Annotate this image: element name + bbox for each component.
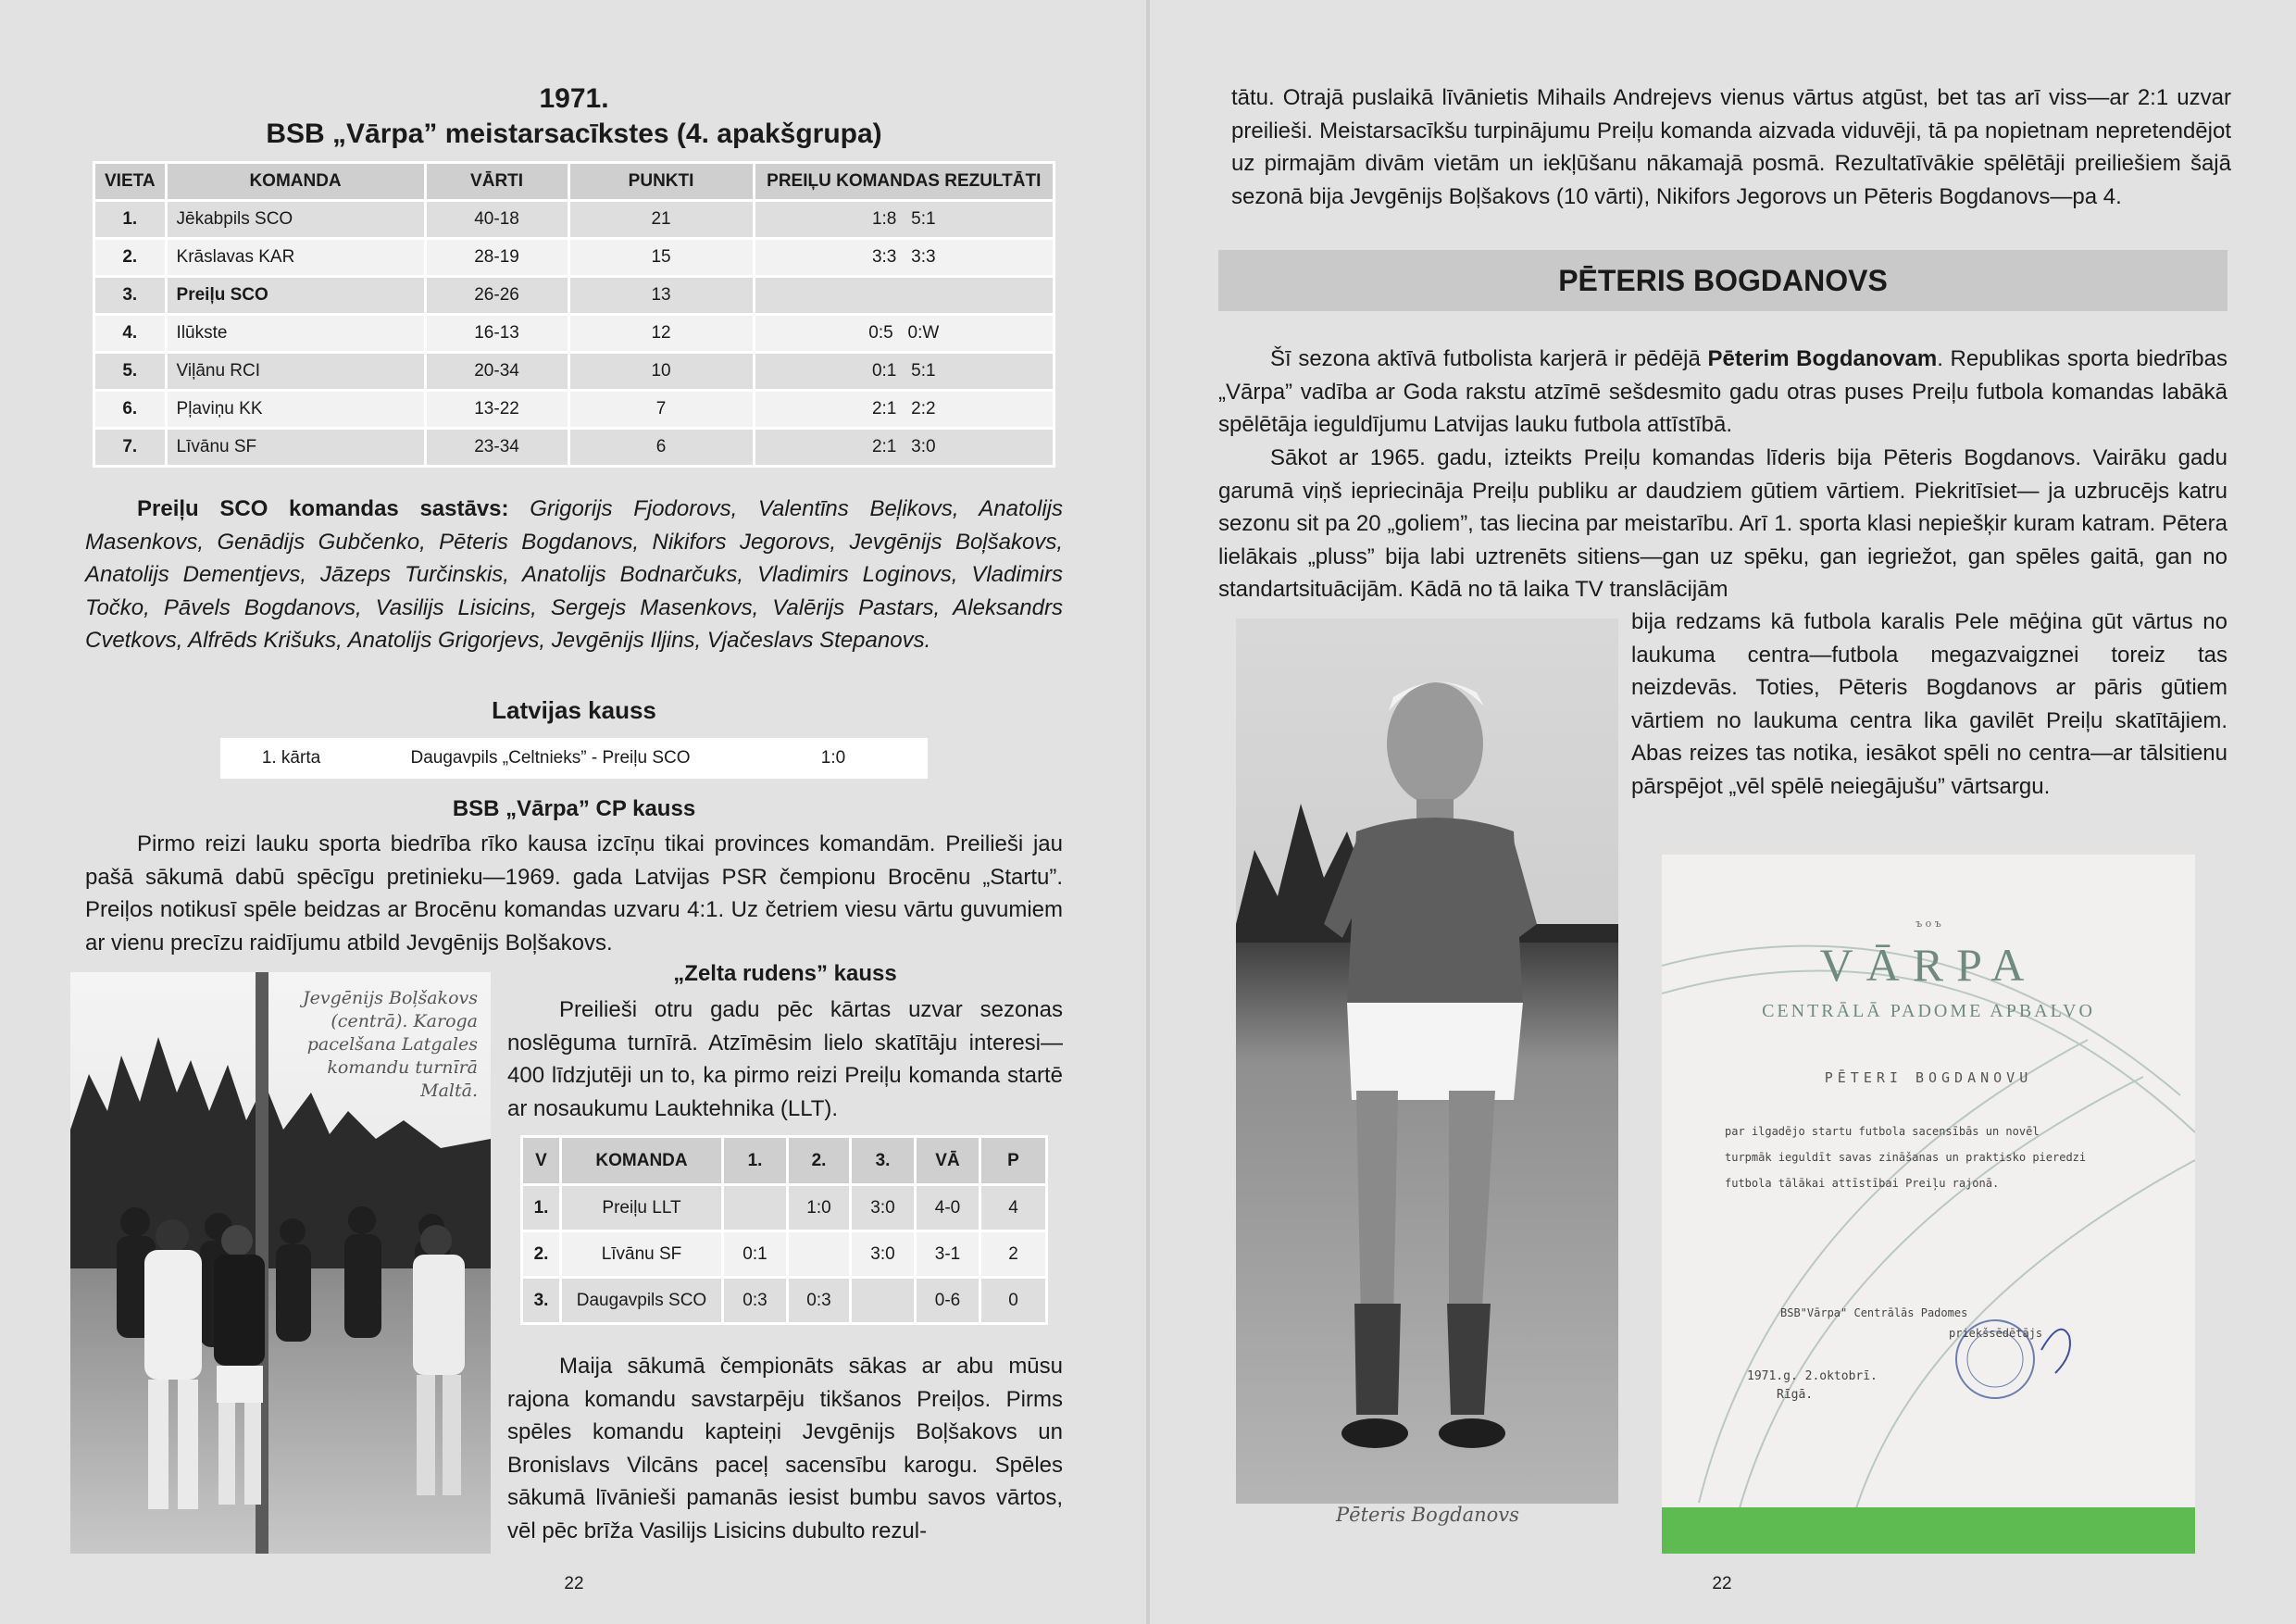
roster-label: Preiļu SCO komandas sastāvs: xyxy=(137,496,509,521)
zcol-v: V xyxy=(522,1137,561,1185)
cert-signature-title: priekšsēdētājs xyxy=(1949,1327,2043,1340)
results-cell: 0:5 0:W xyxy=(754,315,1054,353)
standings-table xyxy=(93,161,1055,468)
zcol-3: 3. xyxy=(851,1137,916,1185)
cert-body-1: par ilgadējo startu futbola sacensībās un novēl xyxy=(1725,1125,2040,1138)
p1-end: . Republikas sporta biedrības „Vārpa” vadība ar Goda rakstu atzīmē sešdesmito gadu otras puses Preiļu futbola komandas labākā spēlētāja ieguldījumu Latvijas lauku futbola attīstībā. xyxy=(1218,346,2227,437)
goals-cell: 40-18 xyxy=(425,201,568,239)
place-cell: 1. xyxy=(94,201,167,239)
zelta-cell-va: 3-1 xyxy=(916,1231,980,1278)
championship-title: BSB „Vārpa” meistarsacīkstes (4. apakšgrupa) xyxy=(266,119,882,149)
bogdanovs-photo xyxy=(1236,618,1618,1504)
zelta-header-row xyxy=(522,1137,1047,1185)
roster-names: Grigorijs Fjodorovs, Valentīns Beļikovs, Anatolijs Masenkovs, Genādijs Gubčenko, Pēteris Bogdanovs, Nikifors Jegorovs, Jevgēnijs Boļšakovs, Anatolijs Dementjevs, Jāzeps Turčinskis, Anatolijs Bodnarčuks, Vladimirs Loginovs, Vladimirs Točko, Pāvels Bogdanovs, Vasilijs Lisicins, Sergejs Masenkovs, Valērijs Pastars, Aleksandrs Cvetkovs, Alfrēds Krišuks, Anatolijs Grigorjevs, Jevgēnijs Iljins, Vjačeslavs Stepanovs. xyxy=(85,496,1063,653)
place-cell: 7. xyxy=(94,429,167,467)
team-cell: Pļaviņu KK xyxy=(166,391,425,429)
cert-date: 1971.g. 2.oktobrī. xyxy=(1747,1369,1878,1383)
goals-cell: 23-34 xyxy=(425,429,568,467)
zelta-cell-p: 2 xyxy=(980,1231,1047,1278)
zelta-cell-v: 2. xyxy=(522,1231,561,1278)
results-cell xyxy=(754,277,1054,315)
results-cell: 2:1 2:2 xyxy=(754,391,1054,429)
results-cell: 2:1 3:0 xyxy=(754,429,1054,467)
cup-title: Latvijas kauss xyxy=(492,696,656,724)
zcol-p: P xyxy=(980,1137,1047,1185)
goals-cell: 28-19 xyxy=(425,239,568,277)
col-team: KOMANDA xyxy=(166,163,425,201)
zelta-cell-r3: 3:0 xyxy=(851,1185,916,1231)
zelta-title: „Zelta rudens” kauss xyxy=(673,961,897,986)
player-photo-caption: Pēteris Bogdanovs xyxy=(1336,1504,1519,1526)
page-number-left: 22 xyxy=(564,1574,584,1593)
photo-caption: Jevgēnijs Boļšakovs (centrā). Karoga pacelšana Latgales komandu turnīrā Maltā. xyxy=(303,988,478,1101)
zcol-1: 1. xyxy=(723,1137,788,1185)
cert-body-2: turpmāk ieguldīt savas zināšanas un praktisko pieredzi xyxy=(1725,1151,2087,1164)
team-cell: Preiļu SCO xyxy=(166,277,425,315)
goals-cell: 20-34 xyxy=(425,353,568,391)
continuation-paragraph: tātu. Otrajā puslaikā līvānietis Mihails Andrejevs vienus vārtus atgūst, bet tas arī viss—ar 2:1 uzvar preilieši. Meistarsacīkšu turpinājumu Preiļu komanda aizvada viduvēji, tā pa nopietnam nepretendējot uz pirmajām divām vietām un iekļūšanu nākamajā posmā. Rezultatīvākie spēlētāji preiliešiem šajā sezonā bija Jevgēnijs Boļšakovs (10 vārti), Nikifors Jegorovs un Pēteris Bogdanovs—pa 4. xyxy=(1231,85,2231,209)
col-results: PREIĻU KOMANDAS REZULTĀTI xyxy=(754,163,1054,201)
zcol-2: 2. xyxy=(788,1137,851,1185)
standings-header-row xyxy=(94,163,1054,201)
standings-row xyxy=(94,201,1054,239)
zelta-cell-r1 xyxy=(723,1185,788,1231)
cert-recipient: PĒTERI BOGDANOVU xyxy=(1824,1069,2033,1086)
zelta-paragraph: Preilieši otru gadu pēc kārtas uzvar sezonas noslēguma turnīrā. Atzīmēsim lielo skatītāju interesi—400 līdzjutēji un to, ka pirmo reizi Preiļu komanda startē ar nosaukumu Lauktehnika (LLT). xyxy=(507,997,1063,1121)
bolsakovs-flag-photo xyxy=(70,972,491,1554)
points-cell: 7 xyxy=(568,391,754,429)
place-cell: 4. xyxy=(94,315,167,353)
zelta-cell-v: 3. xyxy=(522,1278,561,1324)
bogdanovs-paragraph-1 xyxy=(1218,343,2227,442)
zelta-cell-r2 xyxy=(788,1231,851,1278)
cert-place: Rīgā. xyxy=(1777,1388,1814,1402)
results-cell: 3:3 3:3 xyxy=(754,239,1054,277)
zelta-cell-r2: 0:3 xyxy=(788,1278,851,1324)
page-number-right: 22 xyxy=(1712,1574,1732,1593)
cup-score: 1:0 xyxy=(741,740,927,778)
roster-paragraph xyxy=(85,493,1063,657)
cert-heading: VĀRPA xyxy=(1819,939,2038,991)
cup-table xyxy=(220,738,928,779)
results-cell: 1:8 5:1 xyxy=(754,201,1054,239)
cup-row xyxy=(222,740,927,778)
standings-row xyxy=(94,277,1054,315)
zcol-va: VĀ xyxy=(916,1137,980,1185)
team-cell: Jēkabpils SCO xyxy=(166,201,425,239)
bogdanovs-paragraph-side: bija redzams kā futbola karalis Pele mēģina gūt vārtus no laukuma centra—futbola megazvaigznei toreiz tas neizdevās. Toties, Pēteris Bogdanovs ar pāris gūtiem vārtiem no laukuma centra lika gavilēt Preiļu skatītājiem. Abas reizes tas notika, iesākot spēli no centra—ar tālsitienu pārspējot „vēl spēlē neiegājušu” vārtsargu. xyxy=(1631,609,2227,799)
zelta-cell-p: 0 xyxy=(980,1278,1047,1324)
player-image xyxy=(1236,618,1618,1504)
right-page xyxy=(1150,0,2296,1624)
place-cell: 3. xyxy=(94,277,167,315)
zelta-cell-r1: 0:1 xyxy=(723,1231,788,1278)
goals-cell: 26-26 xyxy=(425,277,568,315)
zelta-cell-r2: 1:0 xyxy=(788,1185,851,1231)
points-cell: 6 xyxy=(568,429,754,467)
place-cell: 5. xyxy=(94,353,167,391)
cup-match: Daugavpils „Celtnieks” - Preiļu SCO xyxy=(361,740,741,778)
standings-row xyxy=(94,239,1054,277)
points-cell: 12 xyxy=(568,315,754,353)
zelta-cell-r1: 0:3 xyxy=(723,1278,788,1324)
zelta-cell-va: 4-0 xyxy=(916,1185,980,1231)
left-page xyxy=(0,0,1146,1624)
standings-row xyxy=(94,315,1054,353)
year-title: 1971. xyxy=(539,83,609,114)
zelta-cell-r3 xyxy=(851,1278,916,1324)
cp-cup-paragraph: Pirmo reizi lauku sporta biedrība rīko kausa izcīņu tikai provinces komandām. Preilieši jau pašā sākumā dabū spēcīgu pretinieku—1969. gada Latvijas PSR čempionu Brocēnu „Startu”. Preiļos notikusī spēle beidzas ar Brocēnu komandas uzvaru 4:1. Uz četriem viesu vārtu guvumiem ar vienu precīzu raidījumu atbild Jevgēnijs Boļšakovs. xyxy=(85,831,1063,956)
col-points: PUNKTI xyxy=(568,163,754,201)
cert-signature-line: BSB"Vārpa" Centrālās Padomes xyxy=(1780,1306,1968,1319)
honor-certificate xyxy=(1662,855,2195,1554)
team-cell: Ilūkste xyxy=(166,315,425,353)
section-banner: PĒTERIS BOGDANOVS xyxy=(1218,250,2227,311)
zelta-row xyxy=(522,1278,1047,1324)
cert-body-3: futbola tālākai attīstībai Preiļu rajonā. xyxy=(1725,1177,2000,1190)
results-cell: 0:1 5:1 xyxy=(754,353,1054,391)
standings-row xyxy=(94,391,1054,429)
points-cell: 15 xyxy=(568,239,754,277)
p1-start: Šī sezona aktīvā futbolista karjerā ir pēdējā xyxy=(1270,346,1708,371)
p1-bold-name: Pēterim Bogdanovam xyxy=(1707,346,1938,371)
bottom-paragraph: Maija sākumā čempionāts sākas ar abu mūsu rajona komandu savstarpēju tikšanos Preiļos. Pirms spēles komandu kapteiņi Jevgēnijs Boļšakovs un Bronislavs Vilcāns paceļ sacensību karogu. Spēles sākumā līvānieši pamanās iesist bumbu savos vārtos, vēl pēc brīža Vasilijs Lisicins dubulto rezul- xyxy=(507,1354,1063,1543)
team-cell: Viļānu RCI xyxy=(166,353,425,391)
zcol-team: KOMANDA xyxy=(561,1137,723,1185)
zelta-cell-r3: 3:0 xyxy=(851,1231,916,1278)
team-cell: Krāslavas KAR xyxy=(166,239,425,277)
goals-cell: 16-13 xyxy=(425,315,568,353)
standings-row xyxy=(94,429,1054,467)
zelta-cell-p: 4 xyxy=(980,1185,1047,1231)
points-cell: 10 xyxy=(568,353,754,391)
zelta-cell-v: 1. xyxy=(522,1185,561,1231)
col-place: VIETA xyxy=(94,163,167,201)
cp-cup-title: BSB „Vārpa” CP kauss xyxy=(452,796,696,821)
place-cell: 6. xyxy=(94,391,167,429)
standings-row xyxy=(94,353,1054,391)
cert-subheading: CENTRĀLĀ PADOME APBALVO xyxy=(1762,1001,2095,1021)
zelta-cell-team: Līvānu SF xyxy=(561,1231,723,1278)
cert-emblem-text: ъ о ъ xyxy=(1915,918,1941,930)
team-cell: Līvānu SF xyxy=(166,429,425,467)
zelta-cell-team: Daugavpils SCO xyxy=(561,1278,723,1324)
zelta-row xyxy=(522,1185,1047,1231)
col-goals: VĀRTI xyxy=(425,163,568,201)
place-cell: 2. xyxy=(94,239,167,277)
zelta-row xyxy=(522,1231,1047,1278)
cup-round: 1. kārta xyxy=(222,740,361,778)
points-cell: 21 xyxy=(568,201,754,239)
goals-cell: 13-22 xyxy=(425,391,568,429)
zelta-cell-team: Preiļu LLT xyxy=(561,1185,723,1231)
points-cell: 13 xyxy=(568,277,754,315)
bogdanovs-paragraph-2: Sākot ar 1965. gadu, izteikts Preiļu komandas līderis bija Pēteris Bogdanovs. Vairāku gadu garumā viņš iepriecināja Preiļu publiku ar daudziem gūtiem vārtiem. Piekritīsiet— ja uzbrucējs katru sezonu sit pa 20 „goliem”, tas liecina par meistarību. Arī 1. sporta klasi nepiešķir kuram katram. Pētera lielākais „pluss” bija labi uztrenēts sitiens—gan uz spēku, gan iegriežot, gan spēles gaitā, gan no standartsituācijām. Kādā no tā laika TV translācijām xyxy=(1218,445,2227,602)
zelta-cell-va: 0-6 xyxy=(916,1278,980,1324)
zelta-table xyxy=(520,1135,1048,1325)
